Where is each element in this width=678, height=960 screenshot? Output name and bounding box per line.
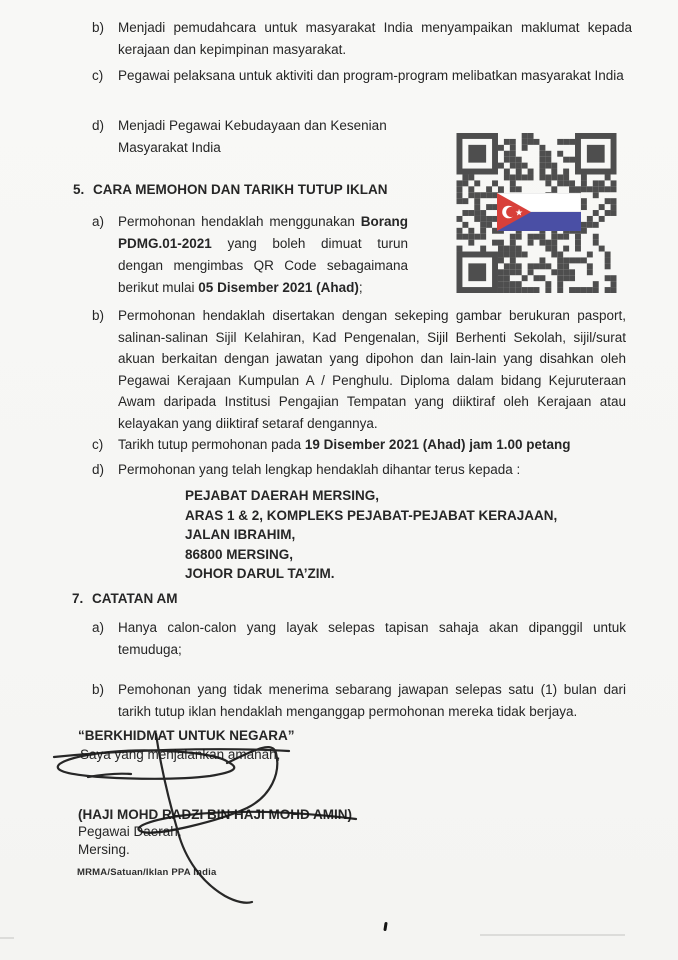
section-number: 7. [72,591,84,606]
motto-line: “BERKHIDMAT UNTUK NEGARA” [78,728,295,743]
address-line: JOHOR DARUL TA’ZIM. [185,566,335,581]
signatory-location: Mersing. [78,841,130,857]
section-title: CATATAN AM [92,591,178,606]
qr-code [455,133,618,293]
section-heading [73,179,387,201]
text-segment: yang boleh dimuat turun dengan mengimbas QR Code sebagaimana berikut mulai [118,236,408,295]
item-text: Permohonan hendaklah disertakan dengan sekeping gambar berukuran pasport, salinan-salinan Sijil Kelahiran, Kad Pengenalan, Sijil Berhenti Sekolah, sijil/surat akuan berkaitan dengan jawatan yang dipohon dan lain-lain yang disahkan oleh Pegawai Kerajaan Kumpulan A / Penghulu. Diploma dalam bidang Kejuruteraan Awam daripada Institusi Pengajian Tempatan yang diiktiraf oleh Kerajaan atau kelayakan yang diiktiraf setaraf dengannya. [118,308,626,431]
item-text: Hanya calon-calon yang layak selepas tapisan sahaja akan dipanggil untuk temuduga; [118,620,626,657]
item-marker: b) [92,682,105,697]
section-title: CARA MEMOHON DAN TARIKH TUTUP IKLAN [93,182,388,197]
text-segment: Tarikh tutup permohonan pada [118,437,305,452]
item-text: Permohonan yang telah lengkap hendaklah dihantar terus kepada : [118,462,521,477]
section-heading [72,588,177,610]
list-item [92,65,632,87]
list-item [92,679,626,722]
list-item [92,17,632,60]
address-line: JALAN IBRAHIM, [185,527,296,542]
item-marker: b) [92,308,105,323]
item-text: Menjadi pemudahcara untuk masyarakat India menyampaikan maklumat kepada kerajaan dan kepimpinan masyarakat. [118,20,632,57]
item-marker: c) [92,68,104,83]
list-item [92,115,438,158]
text-segment-bold: 05 Disember 2021 (Ahad) [198,280,359,295]
item-marker: d) [92,462,105,477]
scan-artifact-line [480,934,625,936]
text-segment: Permohonan hendaklah menggunakan [118,214,361,229]
scan-artifact-line [0,937,14,939]
text-segment-bold: 19 Disember 2021 (Ahad) jam 1.00 petang [304,437,571,452]
section-number: 5. [73,182,85,197]
item-marker: d) [92,118,105,133]
signatory-name: (HAJI MOHD RADZI BIN HAJI MOHD AMIN) [78,807,352,822]
list-item [92,434,652,456]
signatory-block [78,806,352,858]
address-line: ARAS 1 & 2, KOMPLEKS PEJABAT-PEJABAT KERAJAAN, [185,507,558,523]
item-marker: c) [92,437,104,452]
salutation-line: Saya yang menjalankan amanah, [80,747,281,762]
reference-code: MRMA/Satuan/Iklan PPA India [77,867,217,878]
item-text [118,211,408,299]
text-segment-bold: Borang PDMG.01-2021 [118,214,408,251]
address-line: PEJABAT DAERAH MERSING, [185,488,380,503]
item-marker: a) [92,214,105,229]
item-text: Pemohonan yang tidak menerima sebarang jawapan selepas satu (1) bulan dari tarikh tutup iklan hendaklah menganggap permohonan mereka tidak berjaya. [118,682,626,719]
item-text: Menjadi Pegawai Kebudayaan dan Kesenian Masyarakat India [118,118,387,155]
mersing-flag-icon [497,193,581,231]
item-text [118,434,652,456]
list-item [92,305,626,434]
text-segment: ; [358,280,363,295]
item-text: Pegawai pelaksana untuk aktiviti dan program-program melibatkan masyarakat India [118,68,624,83]
list-item [92,211,408,299]
scan-artifact-mark [383,922,387,931]
list-item [92,617,626,660]
list-item [92,459,652,481]
signatory-title: Pegawai Daerah, [78,824,182,840]
item-marker: b) [92,20,105,35]
address-line: 86800 MERSING, [185,546,294,562]
svg-text:★: ★ [515,208,524,219]
mailing-address [185,486,557,584]
item-marker: a) [92,620,105,635]
